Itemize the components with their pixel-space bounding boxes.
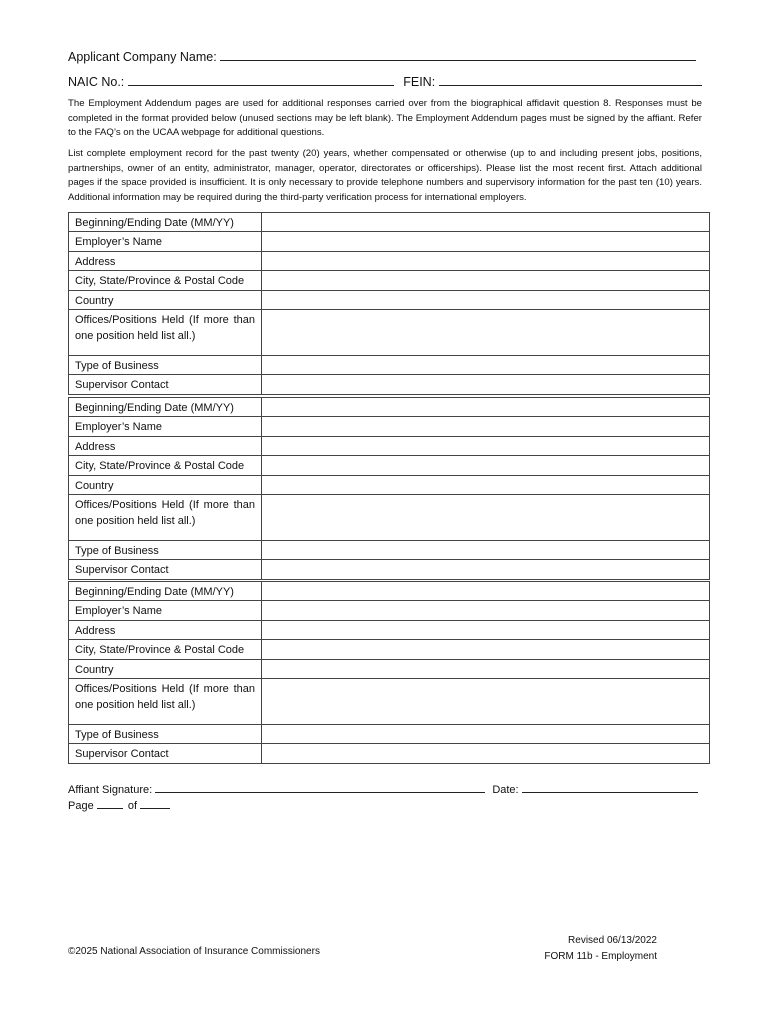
country-field[interactable] [262,291,709,309]
business-label: Type of Business [69,541,262,559]
offices-label: Offices/Positions Held (If more than one position held list all.) [69,310,262,355]
row-dates [69,582,709,600]
date-label: Date: [492,784,519,796]
country-field[interactable] [262,660,709,678]
dates-field[interactable] [262,398,709,416]
row-employer [69,231,709,250]
naic-field[interactable] [128,73,394,86]
company-name-field[interactable] [220,48,696,61]
row-country [69,659,709,678]
row-employer [69,416,709,435]
row-dates [69,398,709,416]
employer-field[interactable] [262,232,709,250]
supervisor-field[interactable] [262,375,709,393]
country-label: Country [69,476,262,494]
offices-field[interactable] [262,310,709,355]
city-field[interactable] [262,640,709,658]
city-label: City, State/Province & Postal Code [69,271,262,289]
offices-field[interactable] [262,679,709,724]
page-count-line [68,798,170,812]
employer-label: Employer’s Name [69,417,262,435]
row-business [69,355,709,374]
naic-fein-line [68,73,702,89]
offices-label: Offices/Positions Held (If more than one position held list all.) [69,495,262,540]
address-field[interactable] [262,252,709,270]
row-offices [69,309,709,355]
dates-label: Beginning/Ending Date (MM/YY) [69,398,262,416]
address-field[interactable] [262,437,709,455]
employment-section-3 [68,581,710,764]
signature-line [68,782,698,796]
row-employer [69,600,709,619]
offices-label: Offices/Positions Held (If more than one position held list all.) [69,679,262,724]
form-number: FORM 11b - Employment [544,951,657,962]
employer-field[interactable] [262,601,709,619]
supervisor-field[interactable] [262,560,709,578]
row-supervisor [69,374,709,393]
date-field[interactable] [522,782,698,793]
naic-label: NAIC No.: [68,75,125,89]
intro-paragraph-2: List complete employment record for the past twenty (20) years, whether compensated or otherwise (up to and including present jobs, positions, partnerships, owner of an entity, administrator, manager, operator, directorates or officerships). Please list the most recent first. Attach additional pages if the space provided is insufficient. It is only necessary to provide telephone numbers and supervisory information for the past ten (10) years. Additional information may be required during the third-party verification process for international employers. [68,148,702,203]
dates-label: Beginning/Ending Date (MM/YY) [69,213,262,231]
city-field[interactable] [262,271,709,289]
business-field[interactable] [262,541,709,559]
address-label: Address [69,252,262,270]
country-field[interactable] [262,476,709,494]
offices-field[interactable] [262,495,709,540]
business-label: Type of Business [69,356,262,374]
dates-label: Beginning/Ending Date (MM/YY) [69,582,262,600]
supervisor-field[interactable] [262,744,709,762]
intro-paragraph-1: The Employment Addendum pages are used for additional responses carried over from the biographical affidavit question 8. Responses must be completed in the format provided below (unused sections may be left blank). The Employment Addendum pages must be signed by the affiant. Refer to the FAQ’s on the UCAA webpage for additional questions. [68,98,702,138]
page-label: Page [68,800,94,812]
row-address [69,251,709,270]
city-field[interactable] [262,456,709,474]
row-city [69,639,709,658]
business-field[interactable] [262,725,709,743]
address-field[interactable] [262,621,709,639]
dates-field[interactable] [262,582,709,600]
address-label: Address [69,621,262,639]
address-label: Address [69,437,262,455]
row-business [69,724,709,743]
dates-field[interactable] [262,213,709,231]
country-label: Country [69,291,262,309]
employer-label: Employer’s Name [69,232,262,250]
supervisor-label: Supervisor Contact [69,744,262,762]
row-offices [69,494,709,540]
fein-label: FEIN: [403,75,436,89]
supervisor-label: Supervisor Contact [69,560,262,578]
page-total-field[interactable] [140,798,170,809]
row-address [69,620,709,639]
signature-label: Affiant Signature: [68,784,153,796]
employer-label: Employer’s Name [69,601,262,619]
row-offices [69,678,709,724]
company-name-line [68,48,696,64]
employment-section-1 [68,212,710,395]
employer-field[interactable] [262,417,709,435]
supervisor-label: Supervisor Contact [69,375,262,393]
row-dates [69,213,709,231]
revision-block [544,933,657,965]
city-label: City, State/Province & Postal Code [69,456,262,474]
row-city [69,455,709,474]
city-label: City, State/Province & Postal Code [69,640,262,658]
row-business [69,540,709,559]
copyright-notice: ©2025 National Association of Insurance Commissioners [68,946,320,957]
revised-date: Revised 06/13/2022 [568,935,657,946]
row-supervisor [69,559,709,578]
of-label: of [127,800,138,812]
row-city [69,270,709,289]
row-country [69,475,709,494]
employment-section-2 [68,397,710,580]
fein-field[interactable] [439,73,702,86]
business-field[interactable] [262,356,709,374]
company-name-label: Applicant Company Name: [68,50,217,64]
business-label: Type of Business [69,725,262,743]
signature-field[interactable] [155,782,485,793]
page-number-field[interactable] [97,798,123,809]
row-address [69,436,709,455]
row-supervisor [69,743,709,762]
row-country [69,290,709,309]
country-label: Country [69,660,262,678]
